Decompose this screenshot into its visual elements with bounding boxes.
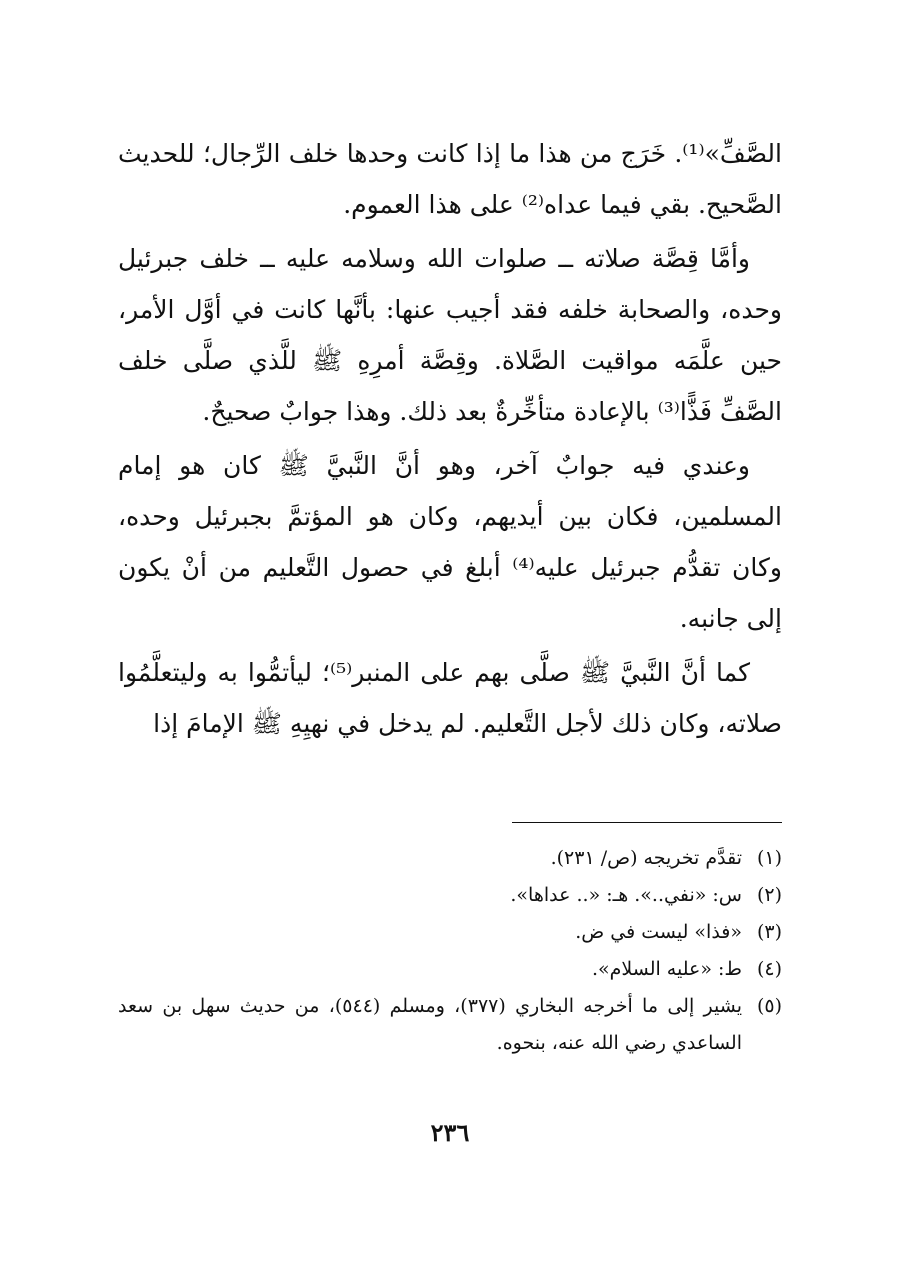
footnote-5 [118,988,782,1062]
paragraph-4: كما أنَّ النَّبيَّ ﷺ صلَّى بهم على المنبر⁽⁵⁾؛ ليأتمُّوا به وليتعلَّمُوا صلاته، وكان ذلك لأجل التَّعليم. لم يدخل في نهيِهِ ﷺ الإمامَ إذا [118,658,782,738]
footnote-text: ط: «عليه السلام». [591,958,742,980]
footnote-text: «فذا» ليست في ض. [575,921,742,943]
paragraph-3: وعندي فيه جوابٌ آخر، وهو أنَّ النَّبيَّ ﷺ كان هو إمام المسلمين، فكان بين أيديهم، وكان هو المؤتمَّ بجبرئيل وحده، وكان تقدُّم جبرئيل عليه⁽⁴⁾ أبلغ في حصول التَّعليم من أنْ يكون إلى جانبه. [118,451,782,633]
footnote-number: (١) [756,847,782,869]
main-text [118,128,782,752]
paragraph-2: وأمَّا قِصَّة صلاته ــ صلوات الله وسلامه عليه ــ خلف جبرئيل وحده، والصحابة خلفه فقد أجيب عنها: بأنَّها كانت في أوَّل الأمر، حين علَّمَه مواقيت الصَّلاة. وقِصَّة أمرِهِ ﷺ للَّذي صلَّى خلف الصَّفِّ فَذًّا⁽³⁾ بالإعادة متأخِّرةٌ بعد ذلك. وهذا جوابٌ صحيحٌ. [118,244,782,426]
footnote-1 [118,840,782,877]
footnote-separator [512,822,782,823]
footnote-2 [118,877,782,914]
footnote-number: (٢) [756,884,782,906]
footnote-number: (٤) [756,958,782,980]
page-number: ٢٣٦ [430,1118,470,1147]
footnote-number: (٥) [756,995,782,1017]
footnote-4 [118,951,782,988]
paragraph-1: الصَّفِّ»⁽¹⁾. خَرَج من هذا ما إذا كانت وحدها خلف الرِّجال؛ للحديث الصَّحيح. بقي فيما عداه⁽²⁾ على هذا العموم. [118,139,782,219]
footnote-number: (٣) [756,921,782,943]
footnote-text: س: «نفي..». هـ: «.. عداها». [510,884,742,906]
footnote-text: تقدَّم تخريجه (ص/ ٢٣١). [550,847,742,869]
footnote-3 [118,914,782,951]
footnote-text: يشير إلى ما أخرجه البخاري (٣٧٧)، ومسلم (٥٤٤)، من حديث سهل بن سعد الساعدي رضي الله عنه، بنحوه. [118,995,742,1054]
footnotes [118,840,782,1062]
